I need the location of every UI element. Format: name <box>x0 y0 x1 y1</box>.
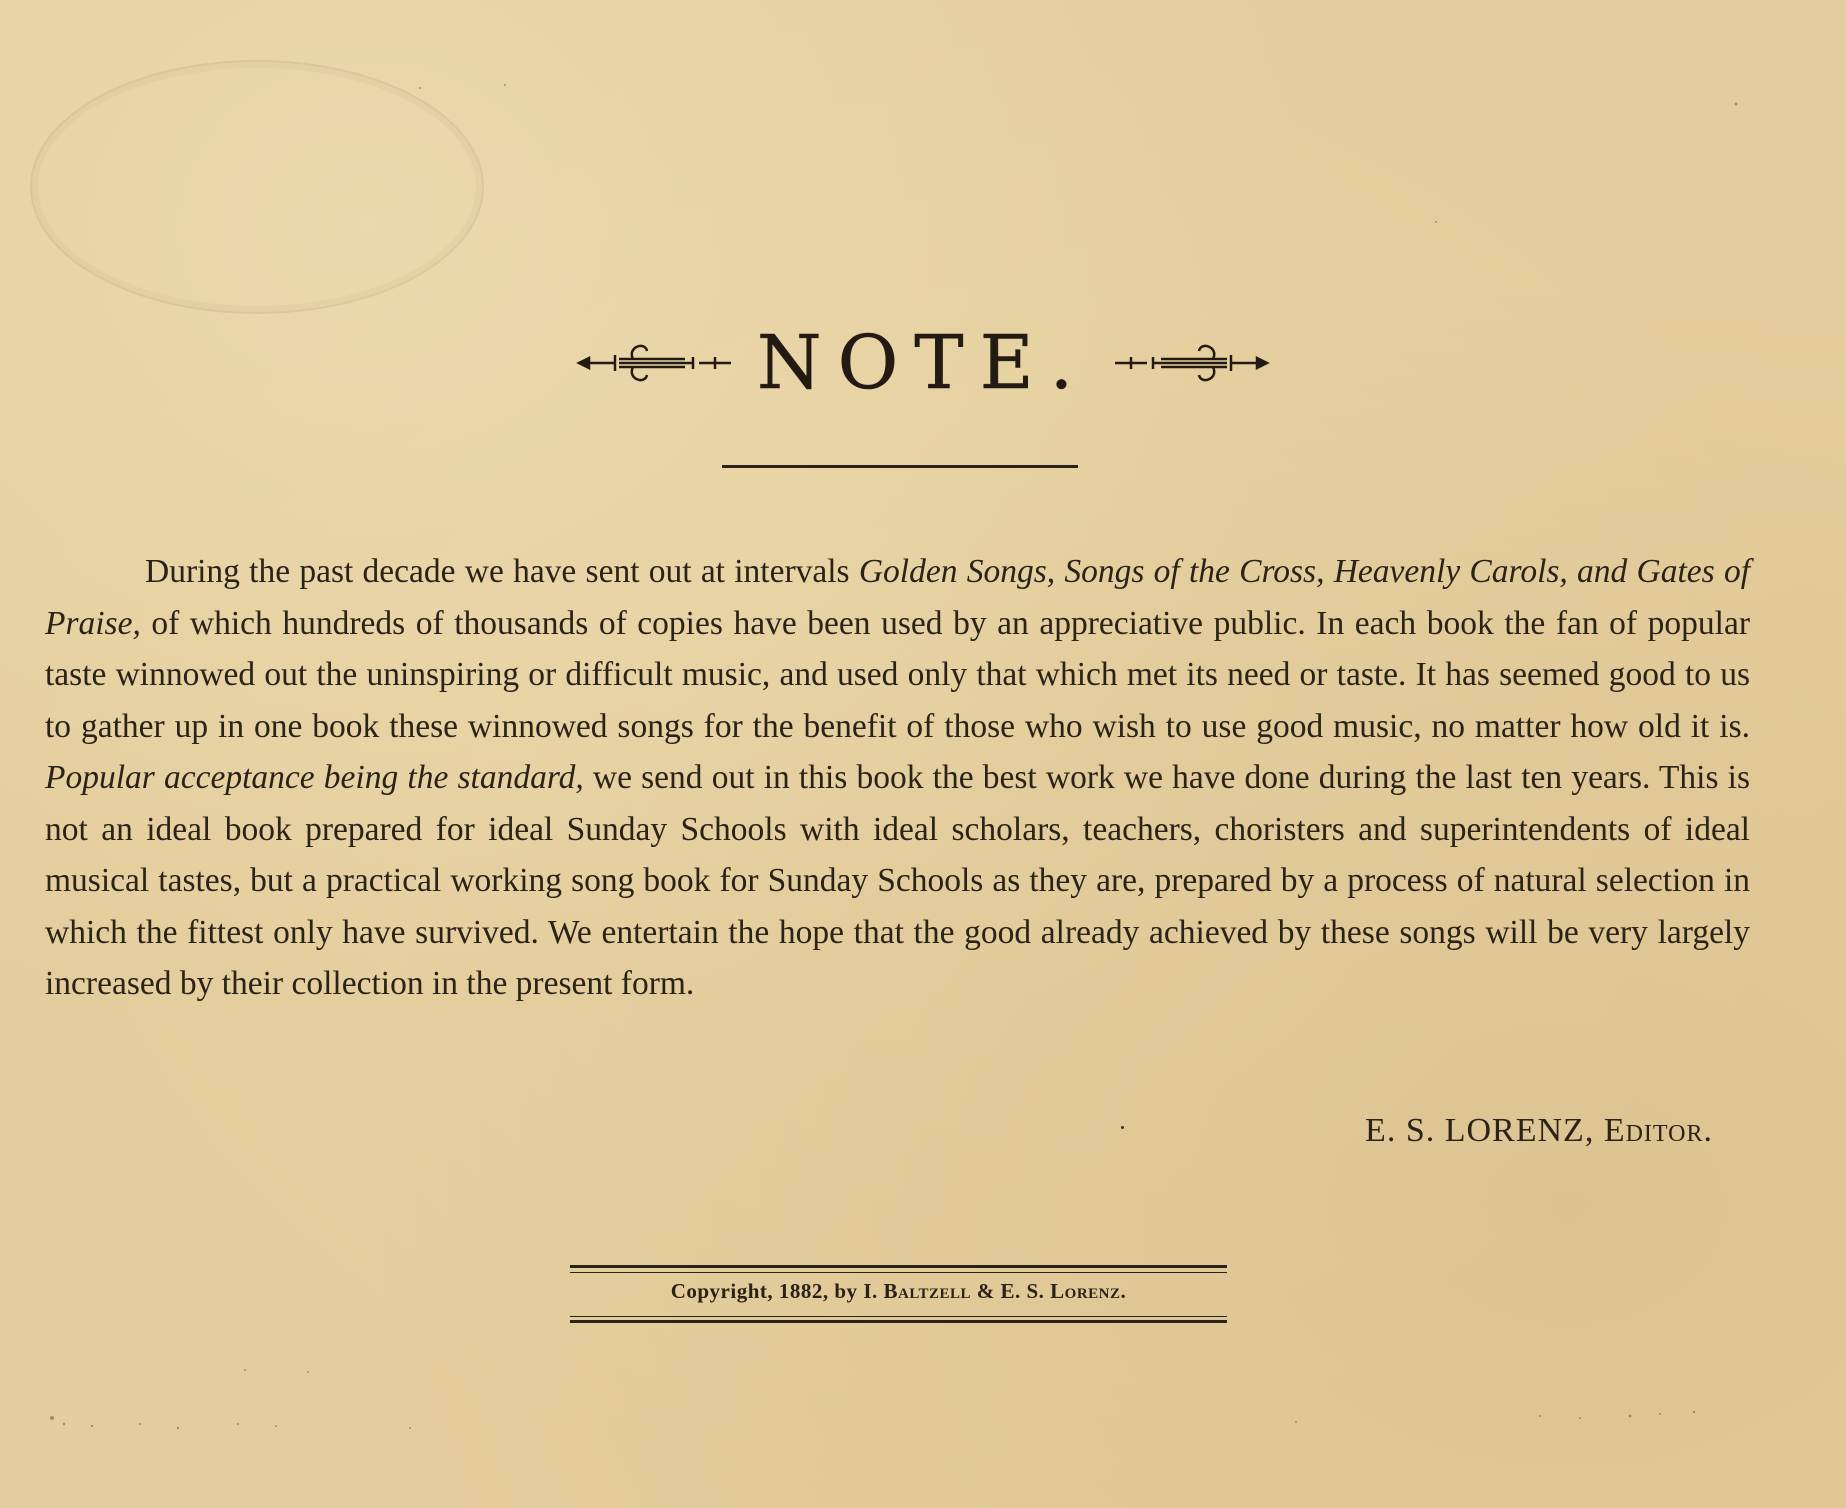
heading-row <box>0 318 1846 408</box>
body-segment: During the past decade we have sent out at intervals <box>145 553 859 590</box>
note-body <box>45 546 1750 1010</box>
copyright-rule-bottom <box>570 1316 1227 1317</box>
copyright-rule-top <box>570 1265 1227 1268</box>
scroll-flourish-right-icon <box>1111 333 1271 393</box>
copyright-prefix: Copyright, 1882, by <box>670 1279 864 1303</box>
editor-title: Editor. <box>1603 1112 1713 1149</box>
editor-name: E. S. LORENZ, <box>1365 1112 1595 1149</box>
scroll-flourish-left-icon <box>575 333 735 393</box>
body-segment: of which hundreds of thousands of copies have been used by an appreciative public. In each book the fan of popular taste winnowed out the uninspiring or difficult music, and used only that which met its need or taste. It has seemed good to us to gather up in one book these winnowed songs for the benefit of those who wish to use good music, no matter how old it is. <box>45 604 1750 745</box>
note-paragraph <box>45 546 1750 1010</box>
copyright-joiner: & <box>970 1279 1001 1303</box>
body-segment-italic: Golden Songs, Songs of the Cross, Heavenly Carols, and Gates of Praise, <box>45 553 1750 642</box>
copyright-holder-2: E. S. Lorenz. <box>1000 1279 1127 1303</box>
editor-signature <box>1000 1112 1713 1150</box>
copyright-holder-1: I. Baltzell <box>863 1279 971 1303</box>
faded-library-stamp <box>30 60 484 314</box>
copyright-line <box>570 1273 1227 1309</box>
page-title: NOTE. <box>756 320 1090 406</box>
title-divider <box>722 465 1078 468</box>
body-segment-italic: Popular acceptance being the standard, <box>45 759 584 796</box>
body-segment: we send out in this book the best work we have done during the last ten years. This is not an ideal book prepared for ideal Sunday Schools with ideal scholars, teachers, choristers and superintendents of ideal musical tastes, but a practical working song book for Sunday Schools as they are, prepared by a process of natural selection in which the fittest only have survived. We entertain the hope that the good already achieved by these songs will be very largely increased by their collection in the present form. <box>45 759 1751 1002</box>
